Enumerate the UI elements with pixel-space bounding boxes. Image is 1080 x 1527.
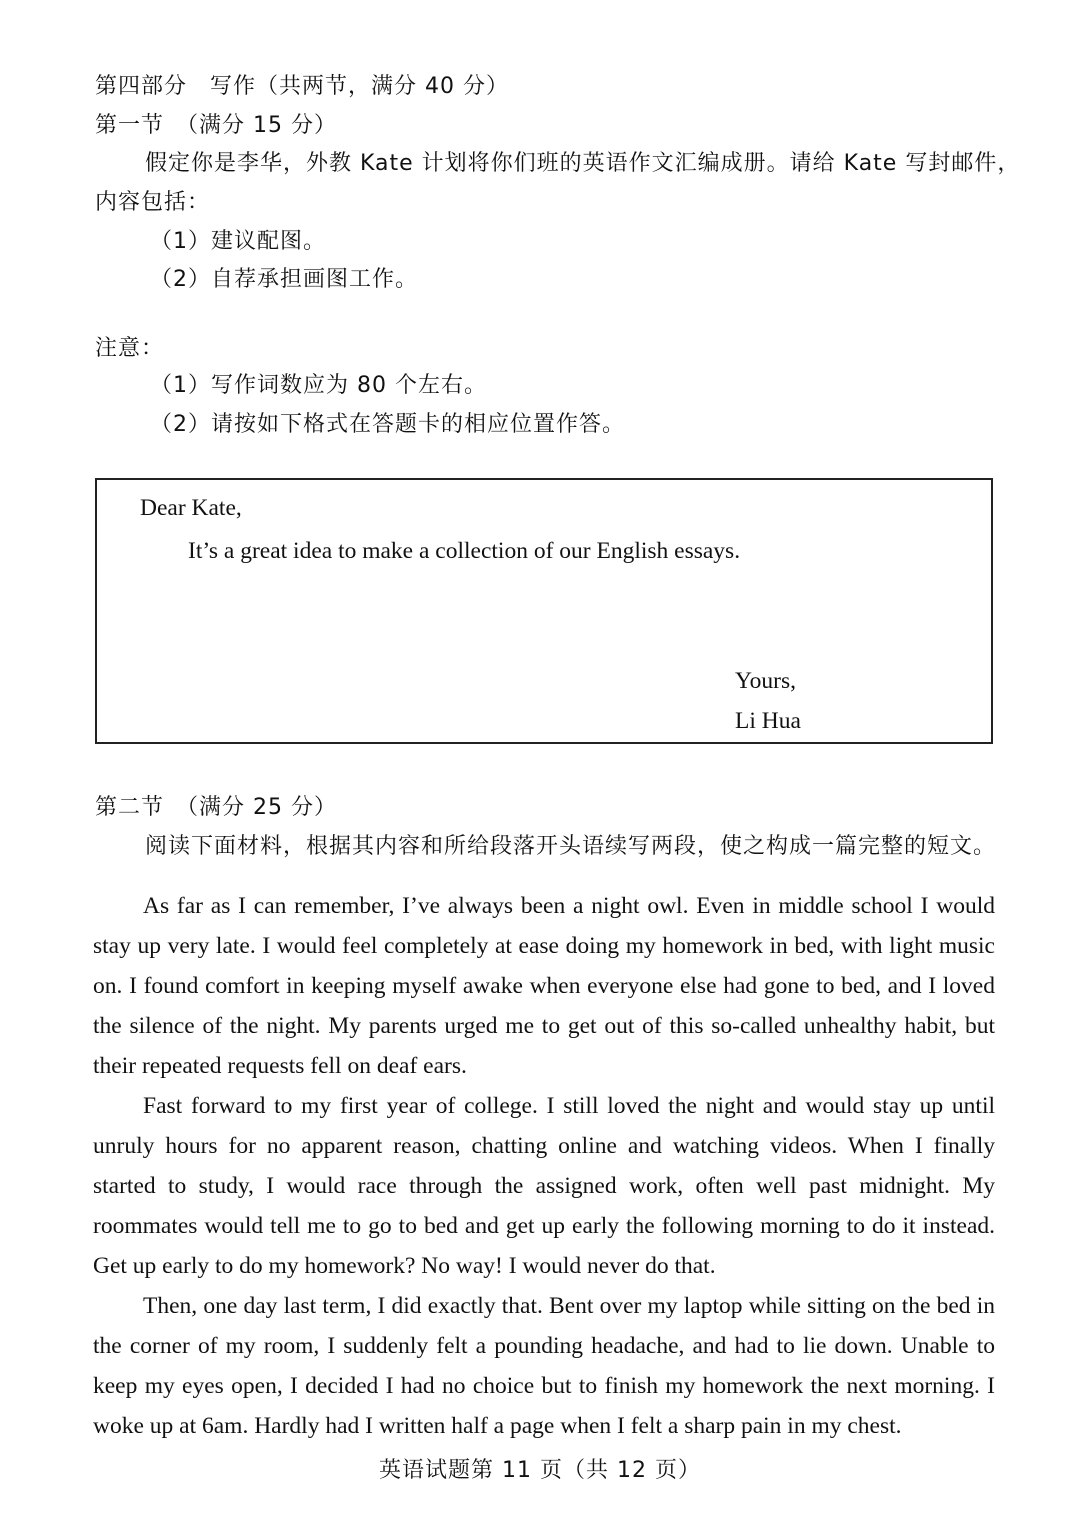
story-paragraph-1: As far as I can remember, I’ve always been a night owl. Even in middle school I would stay up very late. I would feel completely at ease doing my homework in bed, with light music on. I found comfort in keeping myself awake when everyone else had gone to bed, and I loved the silence of the night. My parents urged me to get out of this so-called unhealthy habit, but their repeated requests fell on deaf ears.: [93, 893, 995, 1079]
note-item-2: （2）请按如下格式在答题卡的相应位置作答。: [150, 412, 625, 437]
letter-salutation: Dear Kate,: [140, 495, 242, 521]
section1-title: 第一节 （满分 15 分）: [95, 113, 337, 138]
note-item-1: （1）写作词数应为 80 个左右。: [150, 373, 487, 398]
story-paragraph-3: Then, one day last term, I did exactly that. Bent over my laptop while sitting on the bed in the corner of my room, I suddenly felt a pounding headache, and had to lie down. Unable to keep my eyes open, I decided I had no choice but to finish my homework the next morning. I woke up at 6am. Hardly had I written half a page when I felt a sharp pain in my chest.: [93, 1293, 995, 1439]
section2-instruction: 阅读下面材料，根据其内容和所给段落开头语续写两段，使之构成一篇完整的短文。: [145, 834, 997, 859]
page-footer: 英语试题第 11 页（共 12 页）: [379, 1458, 701, 1483]
story-paragraph-2: Fast forward to my first year of college. I still loved the night and would stay up until unruly hours for no apparent reason, chatting online and watching videos. When I finally started to study, I would race through the assigned work, often well past midnight. My roommates would tell me to go to bed and get up early the following morning to do it instead. Get up early to do my homework? No way! I would never do that.: [93, 1093, 995, 1279]
letter-opening: It’s a great idea to make a collection of our English essays.: [188, 538, 741, 564]
section1-prompt-line2: 内容包括：: [95, 190, 211, 215]
section1-prompt-line1: 假定你是李华，外教 Kate 计划将你们班的英语作文汇编成册。请给 Kate 写封邮件，: [145, 151, 1021, 176]
letter-signature: Li Hua: [735, 708, 801, 734]
section2-title: 第二节 （满分 25 分）: [95, 795, 337, 820]
letter-closing: Yours,: [735, 668, 796, 694]
content-item-1: （1）建议配图。: [150, 229, 326, 254]
notes-title: 注意：: [95, 336, 165, 361]
content-item-2: （2）自荐承担画图工作。: [150, 267, 418, 292]
part-title: 第四部分 写作（共两节，满分 40 分）: [95, 74, 509, 99]
